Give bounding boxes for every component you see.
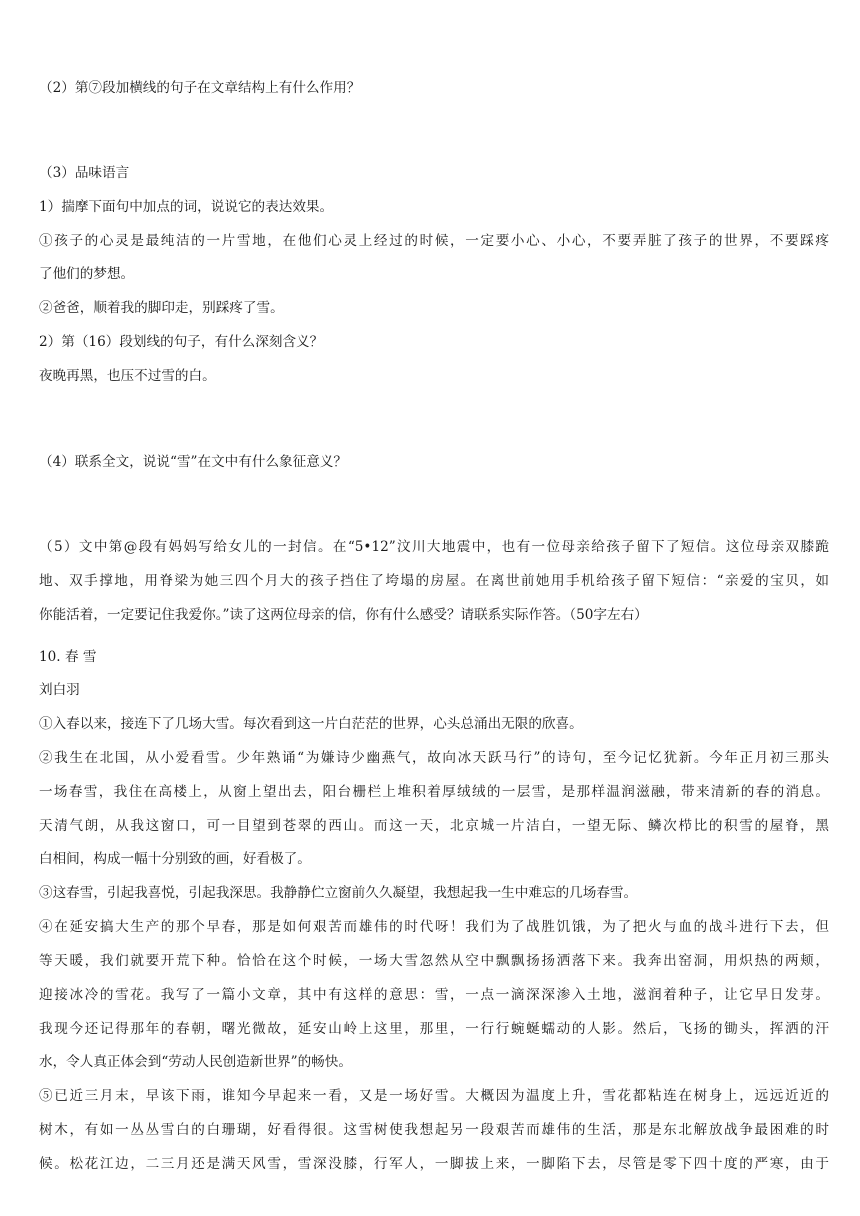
question-3-heading: （3）品味语言 xyxy=(39,165,130,181)
question-3-sub-1: 1）揣摩下面句中加点的词，说说它的表达效果。 xyxy=(39,199,334,215)
paragraph-4-line-2: 等天暖，我们就要开荒下种。恰恰在这个时候，一场大雪忽然从空中飘飘扬扬洒落下来。我奔出窑洞，用炽热的两颊， xyxy=(39,953,829,969)
paragraph-4-line-5: 水，令人真正体会到“劳动人民创造新世界”的畅快。 xyxy=(39,1054,352,1070)
question-5-line-1: （5）文中第@段有妈妈写给女儿的一封信。在“5•12”汶川大地震中，也有一位母亲给孩子留下了短信。这位母亲双膝跪 xyxy=(39,539,829,555)
paragraph-2-line-1: ②我生在北国，从小爱看雪。少年熟诵“为嫌诗少幽燕气，故向冰天跃马行”的诗句，至今记忆犹新。今年正月初三那头 xyxy=(39,750,829,766)
question-3-sentence-1-line-1: ①孩子的心灵是最纯洁的一片雪地，在他们心灵上经过的时候，一定要小心、小心，不要弄脏了孩子的世界，不要踩疼 xyxy=(39,233,829,249)
paragraph-4-line-3: 迎接冰冷的雪花。我写了一篇小文章，其中有这样的意思：雪，一点一滴深深渗入土地，滋润着种子，让它早日发芽。 xyxy=(39,987,829,1003)
question-3-sub-2: 2）第（16）段划线的句子，有什么深刻含义？ xyxy=(39,334,324,350)
paragraph-2-line-3: 天清气朗，从我这窗口，可一目望到苍翠的西山。而这一天，北京城一片洁白，一望无际、鳞次栉比的积雪的屋脊，黑 xyxy=(39,818,829,834)
paragraph-4-line-4: 我现今还记得那年的春朝，曙光微故，延安山岭上这里，那里，一行行蜿蜒蠕动的人影。然后，飞扬的锄头，挥洒的汗 xyxy=(39,1021,829,1037)
question-2: （2）第⑦段加横线的句子在文章结构上有什么作用？ xyxy=(39,80,361,96)
question-5-line-3: 你能活着，一定要记住我爱你。”读了这两位母亲的信，你有什么感受？请联系实际作答。（50字左右） xyxy=(39,607,648,623)
question-3-sentence-2: ②爸爸，顺着我的脚印走，别踩疼了雪。 xyxy=(39,300,284,316)
question-3-quote: 夜晚再黑，也压不过雪的白。 xyxy=(39,368,216,384)
question-4: （4）联系全文，说说“雪”在文中有什么象征意义？ xyxy=(39,454,348,470)
paragraph-5-line-1: ⑤已近三月末，早该下雨，谁知今早起来一看，又是一场好雪。大概因为温度上升，雪花都粘连在树身上，远远近近的 xyxy=(39,1088,829,1104)
author: 刘白羽 xyxy=(39,682,80,698)
paragraph-2-line-4: 白相间，构成一幅十分别致的画，好看极了。 xyxy=(39,851,311,867)
paragraph-4-line-1: ④在延安搞大生产的那个早春，那是如何艰苦而雄伟的时代呀！我们为了战胜饥饿，为了把火与血的战斗进行下去，但 xyxy=(39,919,829,935)
paragraph-2-line-2: 一场春雪，我住在高楼上，从窗上望出去，阳台栅栏上堆积着厚绒绒的一层雪，是那样温润滋融，带来清新的春的消息。 xyxy=(39,784,829,800)
section-10-title: 10. 春 雪 xyxy=(39,649,97,665)
paragraph-5-line-3: 候。松花江边，二三月还是满天风雪，雪深没膝，行军人，一脚拔上来，一脚陷下去，尽管是零下四十度的严寒，由于 xyxy=(39,1156,829,1172)
question-3-sentence-1-line-2: 了他们的梦想。 xyxy=(39,266,135,282)
paragraph-3: ③这春雪，引起我喜悦，引起我深思。我静静伫立窗前久久凝望，我想起我一生中难忘的几场春雪。 xyxy=(39,885,638,901)
paragraph-1: ①入春以来，接连下了几场大雪。每次看到这一片白茫茫的世界，心头总涌出无限的欣喜。 xyxy=(39,716,583,732)
paragraph-5-line-2: 树木，有如一丛丛雪白的白珊瑚，好看得很。这雪树使我想起另一段艰苦而雄伟的生活，那是东北解放战争最困难的时 xyxy=(39,1122,829,1138)
question-5-line-2: 地、双手撑地，用脊梁为她三四个月大的孩子挡住了垮塌的房屋。在离世前她用手机给孩子留下短信：“亲爱的宝贝，如 xyxy=(39,573,829,589)
